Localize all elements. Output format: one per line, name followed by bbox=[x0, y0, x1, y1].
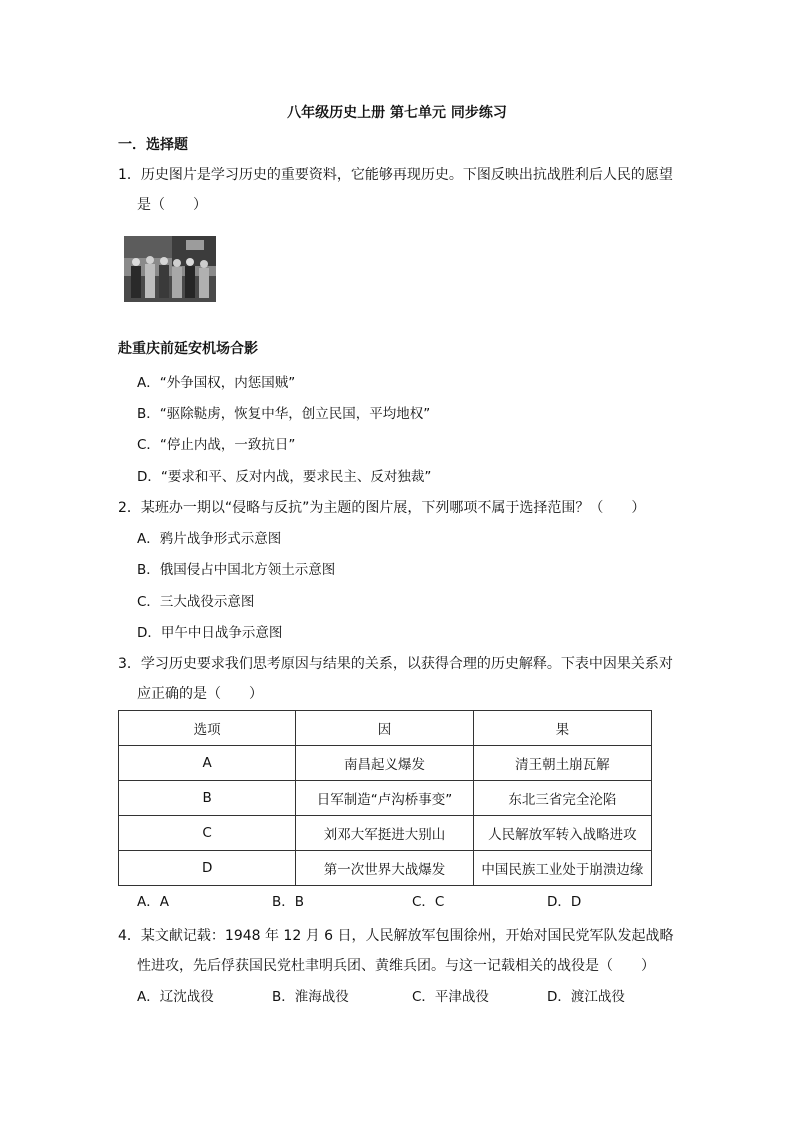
table-row bbox=[119, 781, 652, 816]
q2-option-b[interactable]: B．俄国侵占中国北方领土示意图 bbox=[137, 562, 336, 578]
table-header-row bbox=[119, 711, 652, 746]
table-cell: 日军制造“卢沟桥事变” bbox=[296, 781, 473, 816]
table-cell: 东北三省完全沦陷 bbox=[473, 781, 651, 816]
q4-option-d[interactable]: D．渡江战役 bbox=[547, 989, 625, 1005]
table-row bbox=[119, 851, 652, 886]
q4-stem-line1: 4．某文献记载：1948 年 12 月 6 日，人民解放军包围徐州，开始对国民党军队发起战略 bbox=[118, 928, 674, 944]
q1-option-d[interactable]: D．“要求和平、反对内战，要求民主、反对独裁” bbox=[137, 469, 432, 485]
table-header-cell: 选项 bbox=[119, 711, 296, 746]
q1-option-c[interactable]: C．“停止内战，一致抗日” bbox=[137, 437, 296, 453]
q3-option-a[interactable]: A．A bbox=[137, 894, 169, 910]
table-cell: C bbox=[119, 816, 296, 851]
q1-option-b[interactable]: B．“驱除鞑虏，恢复中华，创立民国，平均地权” bbox=[137, 406, 431, 422]
table-cell: 中国民族工业处于崩溃边缘 bbox=[473, 851, 651, 886]
table-cell: D bbox=[119, 851, 296, 886]
table-row bbox=[119, 816, 652, 851]
table-header-cell: 果 bbox=[473, 711, 651, 746]
q1-stem-line1: 1．历史图片是学习历史的重要资料，它能够再现历史。下图反映出抗战胜利后人民的愿望 bbox=[118, 167, 673, 183]
table-cell: A bbox=[119, 746, 296, 781]
q1-photo-caption: 赴重庆前延安机场合影 bbox=[118, 341, 258, 357]
table-cell: 刘邓大军挺进大别山 bbox=[296, 816, 473, 851]
page-title: 八年级历史上册 第七单元 同步练习 bbox=[287, 105, 507, 121]
table-row bbox=[119, 746, 652, 781]
table-header-cell: 因 bbox=[296, 711, 473, 746]
q3-option-b[interactable]: B．B bbox=[272, 894, 305, 910]
q2-stem: 2．某班办一期以“侵略与反抗”为主题的图片展，下列哪项不属于选择范围？（ ） bbox=[118, 500, 646, 516]
q1-historical-photo bbox=[124, 236, 216, 302]
table-cell: 南昌起义爆发 bbox=[296, 746, 473, 781]
q2-option-c[interactable]: C．三大战役示意图 bbox=[137, 594, 255, 610]
q1-option-a[interactable]: A．“外争国权，内惩国贼” bbox=[137, 375, 296, 391]
cause-effect-table bbox=[118, 710, 652, 886]
q2-option-a[interactable]: A．鸦片战争形式示意图 bbox=[137, 531, 282, 547]
q4-stem-line2: 性进攻，先后俘获国民党杜聿明兵团、黄维兵团。与这一记载相关的战役是（ ） bbox=[137, 958, 655, 974]
table-cell: 清王朝土崩瓦解 bbox=[473, 746, 651, 781]
q3-option-c[interactable]: C．C bbox=[412, 894, 445, 910]
q1-stem-line2: 是（ ） bbox=[137, 197, 207, 213]
section-heading: 一．选择题 bbox=[118, 137, 188, 153]
q4-option-b[interactable]: B．淮海战役 bbox=[272, 989, 349, 1005]
q4-option-a[interactable]: A．辽沈战役 bbox=[137, 989, 214, 1005]
table-cell: B bbox=[119, 781, 296, 816]
q3-stem-line1: 3．学习历史要求我们思考原因与结果的关系，以获得合理的历史解释。下表中因果关系对 bbox=[118, 656, 673, 672]
q3-stem-line2: 应正确的是（ ） bbox=[137, 686, 263, 702]
q2-option-d[interactable]: D．甲午中日战争示意图 bbox=[137, 625, 283, 641]
table-cell: 第一次世界大战爆发 bbox=[296, 851, 473, 886]
q3-option-d[interactable]: D．D bbox=[547, 894, 582, 910]
table-cell: 人民解放军转入战略进攻 bbox=[473, 816, 651, 851]
q4-option-c[interactable]: C．平津战役 bbox=[412, 989, 489, 1005]
